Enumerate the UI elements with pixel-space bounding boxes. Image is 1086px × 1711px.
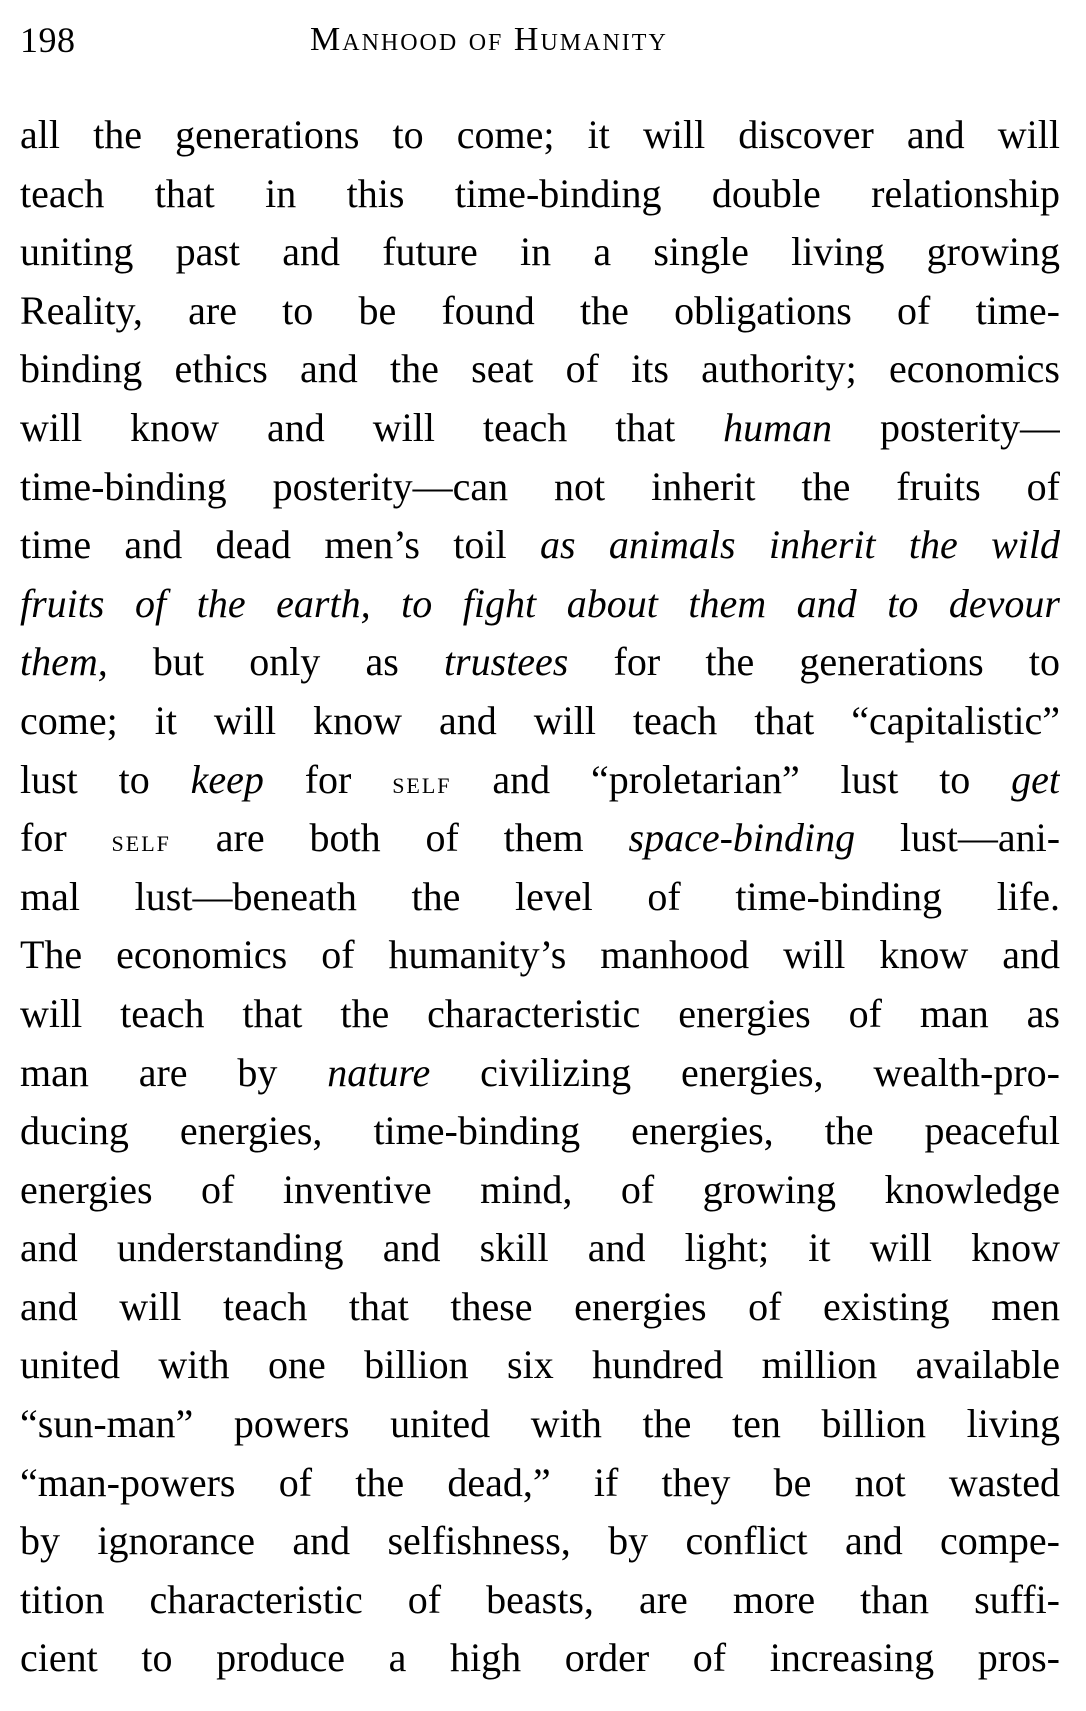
text-run: man are by <box>20 1049 328 1095</box>
running-head <box>20 12 1060 72</box>
text-run: lust—ani- <box>855 815 1060 861</box>
italic-run: nature <box>327 1049 431 1095</box>
text-line <box>20 165 1060 224</box>
italic-run: fruits of the earth, to fight about them and to devour <box>20 580 1060 626</box>
text-run: ducing energies, time-binding energies, the peaceful <box>20 1108 1060 1154</box>
text-run: teach that in this time-binding double relationship <box>20 170 1060 216</box>
text-run: Reality, are to be found the obligations of time- <box>20 287 1060 333</box>
text-line <box>20 1454 1060 1513</box>
text-run: for <box>20 815 112 861</box>
text-line <box>20 106 1060 165</box>
text-run: binding ethics and the seat of its authority; economics <box>20 346 1060 392</box>
text-run: posterity— <box>832 404 1060 450</box>
text-line <box>20 1629 1060 1688</box>
text-line <box>20 751 1060 810</box>
text-line <box>20 926 1060 985</box>
text-run: civilizing energies, wealth-pro- <box>430 1049 1060 1095</box>
text-line <box>20 809 1060 868</box>
text-line <box>20 1161 1060 1220</box>
text-run: The economics of humanity’s manhood will know and <box>20 932 1060 978</box>
text-run: united with one billion six hundred million available <box>20 1342 1060 1388</box>
text-run: energies of inventive mind, of growing knowledge <box>20 1166 1060 1212</box>
text-run: all the generations to come; it will discover and will <box>20 112 1060 157</box>
italic-run: space-binding <box>628 815 856 861</box>
text-line <box>20 633 1060 692</box>
text-line <box>20 1278 1060 1337</box>
italic-run: as animals inherit the wild <box>539 522 1060 568</box>
text-line <box>20 1219 1060 1278</box>
text-line <box>20 575 1060 634</box>
text-run: uniting past and future in a single living growing <box>20 229 1060 275</box>
text-run: lust to <box>20 756 191 802</box>
text-run: for the generations to <box>568 639 1060 685</box>
text-run: but only as <box>107 639 444 685</box>
text-line <box>20 985 1060 1044</box>
text-line <box>20 1044 1060 1103</box>
body-text <box>20 106 1060 1688</box>
text-line <box>20 340 1060 399</box>
page-number: 198 <box>20 20 76 60</box>
text-line <box>20 282 1060 341</box>
text-line <box>20 1395 1060 1454</box>
text-run: will teach that the characteristic energies of man as <box>20 990 1060 1036</box>
text-line <box>20 458 1060 517</box>
text-run: and will teach that these energies of existing men <box>20 1283 1060 1329</box>
italic-run: keep <box>190 756 264 802</box>
text-run: time and dead men’s toil <box>20 522 540 568</box>
text-run: time-binding posterity—can not inherit the fruits of <box>20 463 1060 509</box>
text-line <box>20 223 1060 282</box>
text-line <box>20 1512 1060 1571</box>
text-run: tition characteristic of beasts, are more than suffi- <box>20 1576 1060 1622</box>
text-run: mal lust—beneath the level of time-binding life. <box>20 873 1060 919</box>
italic-run: get <box>1011 756 1060 802</box>
text-line <box>20 868 1060 927</box>
text-line <box>20 692 1060 751</box>
italic-run: them, <box>20 639 108 685</box>
small-caps-run: self <box>111 822 171 859</box>
italic-run: human <box>723 404 833 450</box>
text-run: cient to produce a high order of increasing pros- <box>20 1635 1060 1681</box>
text-run: and understanding and skill and light; it will know <box>20 1225 1060 1271</box>
text-run: and “proletarian” lust to <box>451 756 1012 802</box>
text-run: “man-powers of the dead,” if they be not wasted <box>20 1459 1060 1505</box>
text-line <box>20 516 1060 575</box>
text-line <box>20 399 1060 458</box>
text-run: are both of them <box>170 815 629 861</box>
text-run: will know and will teach that <box>20 404 724 450</box>
text-run: for <box>263 756 393 802</box>
text-run: by ignorance and selfishness, by conflict and compe- <box>20 1518 1060 1564</box>
text-run: come; it will know and will teach that “capitalistic” <box>20 697 1060 743</box>
running-title: Manhood of Humanity <box>310 21 668 58</box>
text-line <box>20 1571 1060 1630</box>
small-caps-run: self <box>392 763 452 800</box>
text-line <box>20 1336 1060 1395</box>
text-run: “sun-man” powers united with the ten billion living <box>20 1401 1060 1447</box>
italic-run: trustees <box>443 639 569 685</box>
text-line <box>20 1102 1060 1161</box>
